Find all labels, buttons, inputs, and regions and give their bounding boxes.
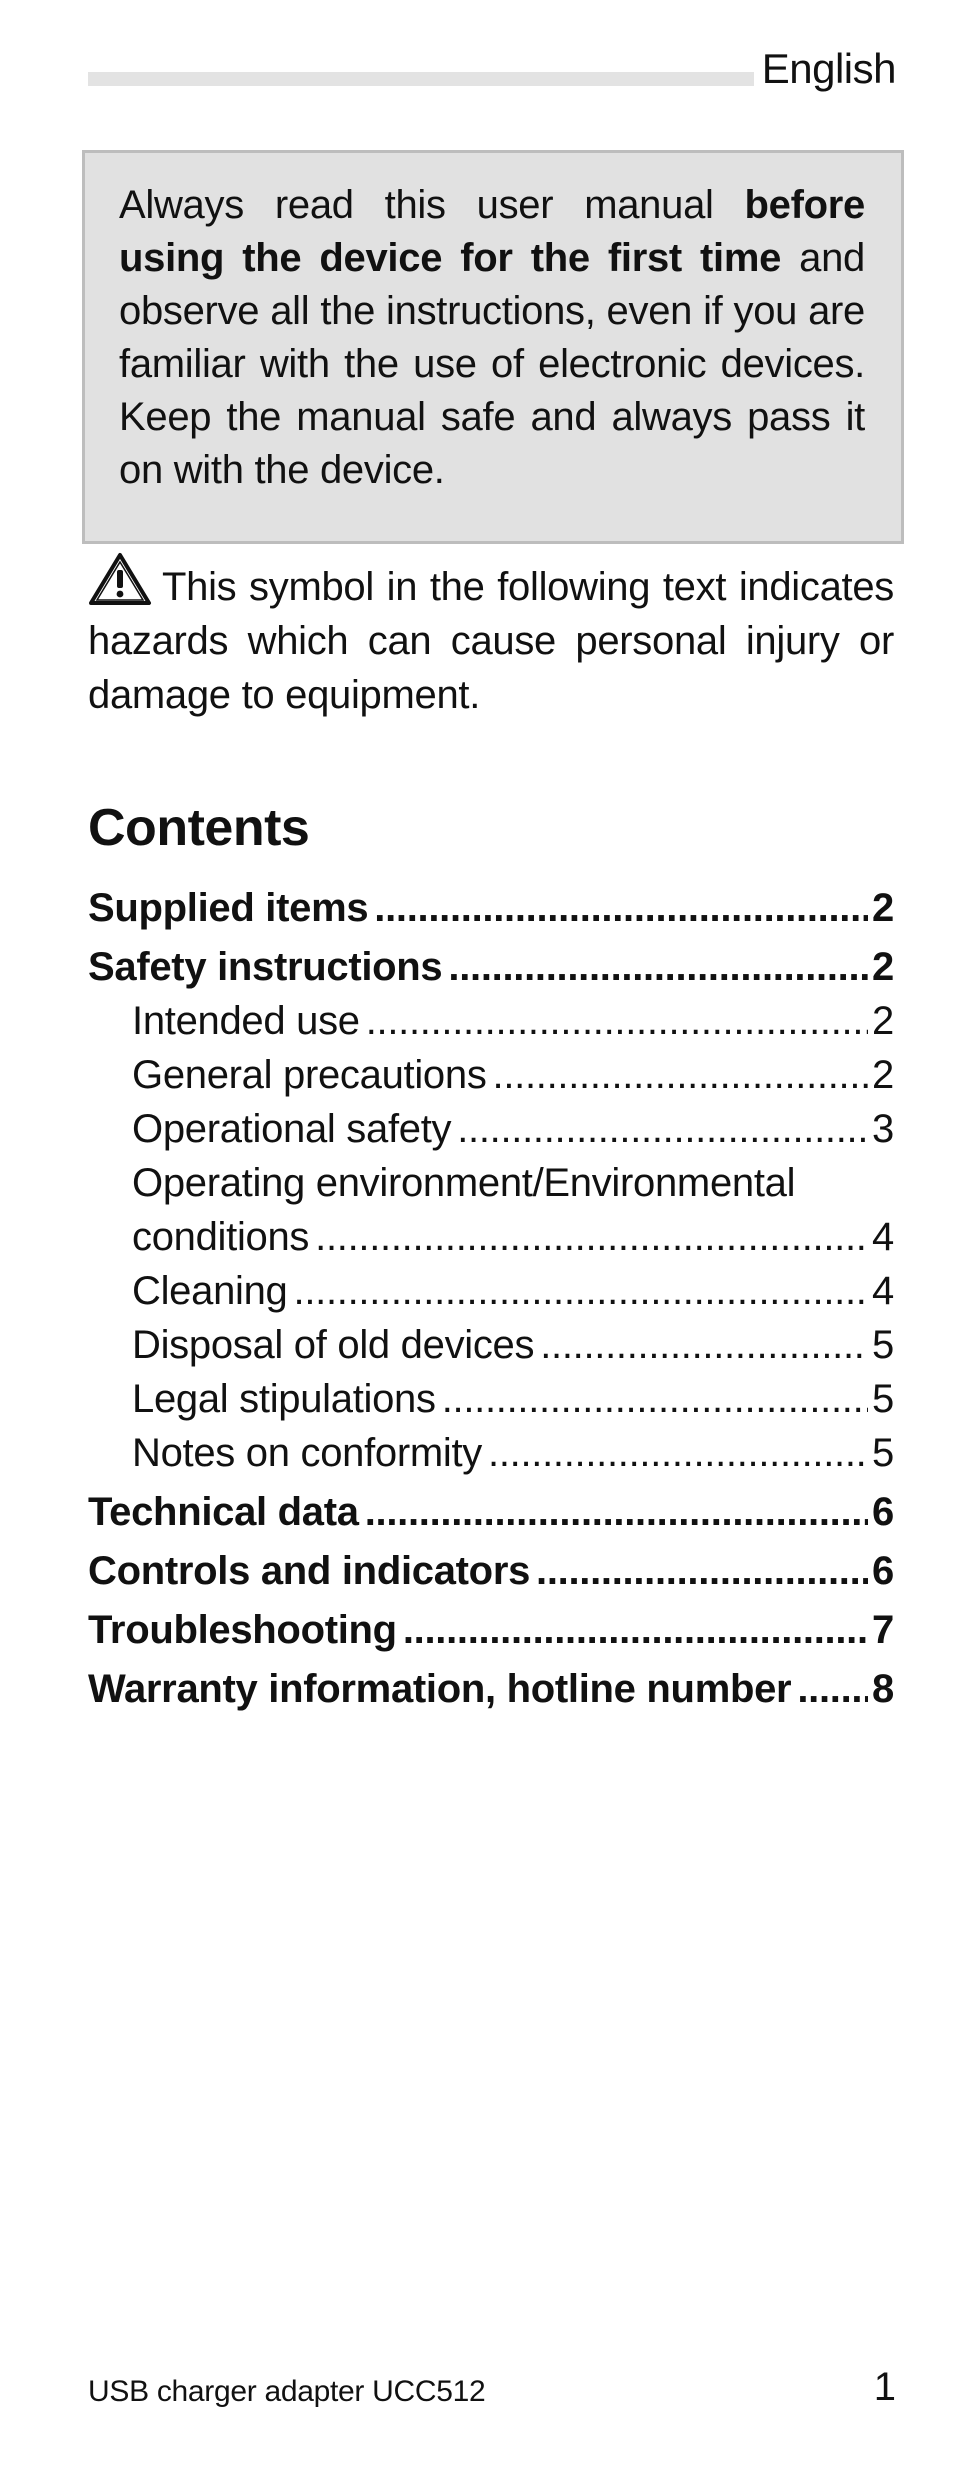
toc-label: Warranty information, hotline number (88, 1667, 792, 1711)
toc-page-number: 2 (872, 886, 894, 930)
toc-entry-legal-stipulations[interactable] (88, 1372, 894, 1426)
toc-leader-dots (493, 1048, 869, 1102)
toc-entry-general-precautions[interactable] (88, 1048, 894, 1102)
toc-page-number: 5 (872, 1323, 894, 1367)
toc-page-number: 2 (872, 1053, 894, 1097)
toc-entry-intended-use[interactable] (88, 994, 894, 1048)
warning-triangle-icon (88, 552, 152, 606)
toc-page-number: 4 (872, 1269, 894, 1313)
toc-entry-controls-and-indicators[interactable] (88, 1539, 894, 1598)
toc-leader-dots (366, 994, 868, 1048)
toc-page-number: 5 (872, 1377, 894, 1421)
hazard-note (88, 552, 894, 722)
toc-label: Disposal of old devices (132, 1323, 535, 1367)
toc-entry-notes-on-conformity[interactable] (88, 1426, 894, 1480)
toc-label: Controls and indicators (88, 1549, 531, 1593)
toc-label: General precautions (132, 1053, 487, 1097)
toc-leader-dots (374, 881, 868, 935)
toc-leader-dots (315, 1210, 868, 1264)
toc-leader-dots (365, 1485, 868, 1539)
toc-entry-troubleshooting[interactable] (88, 1598, 894, 1657)
toc-leader-dots (442, 1372, 868, 1426)
toc-page-number: 2 (872, 945, 894, 989)
toc-page-number: 2 (872, 999, 894, 1043)
table-of-contents (88, 876, 894, 1716)
toc-leader-dots (540, 1318, 868, 1372)
toc-entry-disposal[interactable] (88, 1318, 894, 1372)
footer-product-name: USB charger adapter UCC512 (88, 2375, 486, 2408)
header-language: English (754, 44, 896, 94)
toc-entry-operating-environment[interactable] (88, 1156, 894, 1264)
toc-page-number: 8 (872, 1667, 894, 1711)
toc-page-number: 3 (872, 1107, 894, 1151)
toc-label: Operational safety (132, 1107, 452, 1151)
toc-page-number: 5 (872, 1431, 894, 1475)
toc-leader-dots (536, 1544, 868, 1598)
toc-label-continued: conditions (132, 1215, 310, 1259)
toc-leader-dots (448, 940, 868, 994)
toc-page-number: 7 (872, 1608, 894, 1652)
notice-text-bold: before using the device for the first time (119, 183, 865, 280)
toc-label: Intended use (132, 999, 360, 1043)
toc-page-number: 4 (872, 1215, 894, 1259)
toc-entry-technical-data[interactable] (88, 1480, 894, 1539)
toc-leader-dots (488, 1426, 868, 1480)
toc-entry-cleaning[interactable] (88, 1264, 894, 1318)
notice-text-end: and observe all the instructions, even if you are familiar with the use of electronic devices. Keep the manual safe and always pass it on with the device. (119, 236, 865, 492)
toc-label: Troubleshooting (88, 1608, 397, 1652)
footer-page-number: 1 (873, 2365, 896, 2409)
toc-page-number: 6 (872, 1549, 894, 1593)
toc-entry-safety-instructions[interactable] (88, 935, 894, 994)
notice-text-start: Always read this user manual (119, 183, 745, 227)
toc-entry-supplied-items[interactable] (88, 876, 894, 935)
read-manual-notice (82, 150, 904, 544)
toc-label: Operating environment/Environmental (132, 1161, 796, 1205)
toc-label: Safety instructions (88, 945, 443, 989)
toc-label: Legal stipulations (132, 1377, 436, 1421)
toc-entry-warranty-information[interactable] (88, 1657, 894, 1716)
toc-leader-dots (797, 1662, 868, 1716)
toc-label: Notes on conformity (132, 1431, 483, 1475)
toc-leader-dots (457, 1102, 868, 1156)
toc-page-number: 6 (872, 1490, 894, 1534)
toc-entry-operational-safety[interactable] (88, 1102, 894, 1156)
hazard-text: This symbol in the following text indicates hazards which can cause personal injury or damage to equipment. (88, 565, 894, 717)
toc-label: Supplied items (88, 886, 369, 930)
toc-label: Technical data (88, 1490, 359, 1534)
toc-leader-dots (403, 1603, 868, 1657)
toc-label: Cleaning (132, 1269, 288, 1313)
contents-title: Contents (88, 799, 310, 857)
toc-leader-dots (294, 1264, 869, 1318)
